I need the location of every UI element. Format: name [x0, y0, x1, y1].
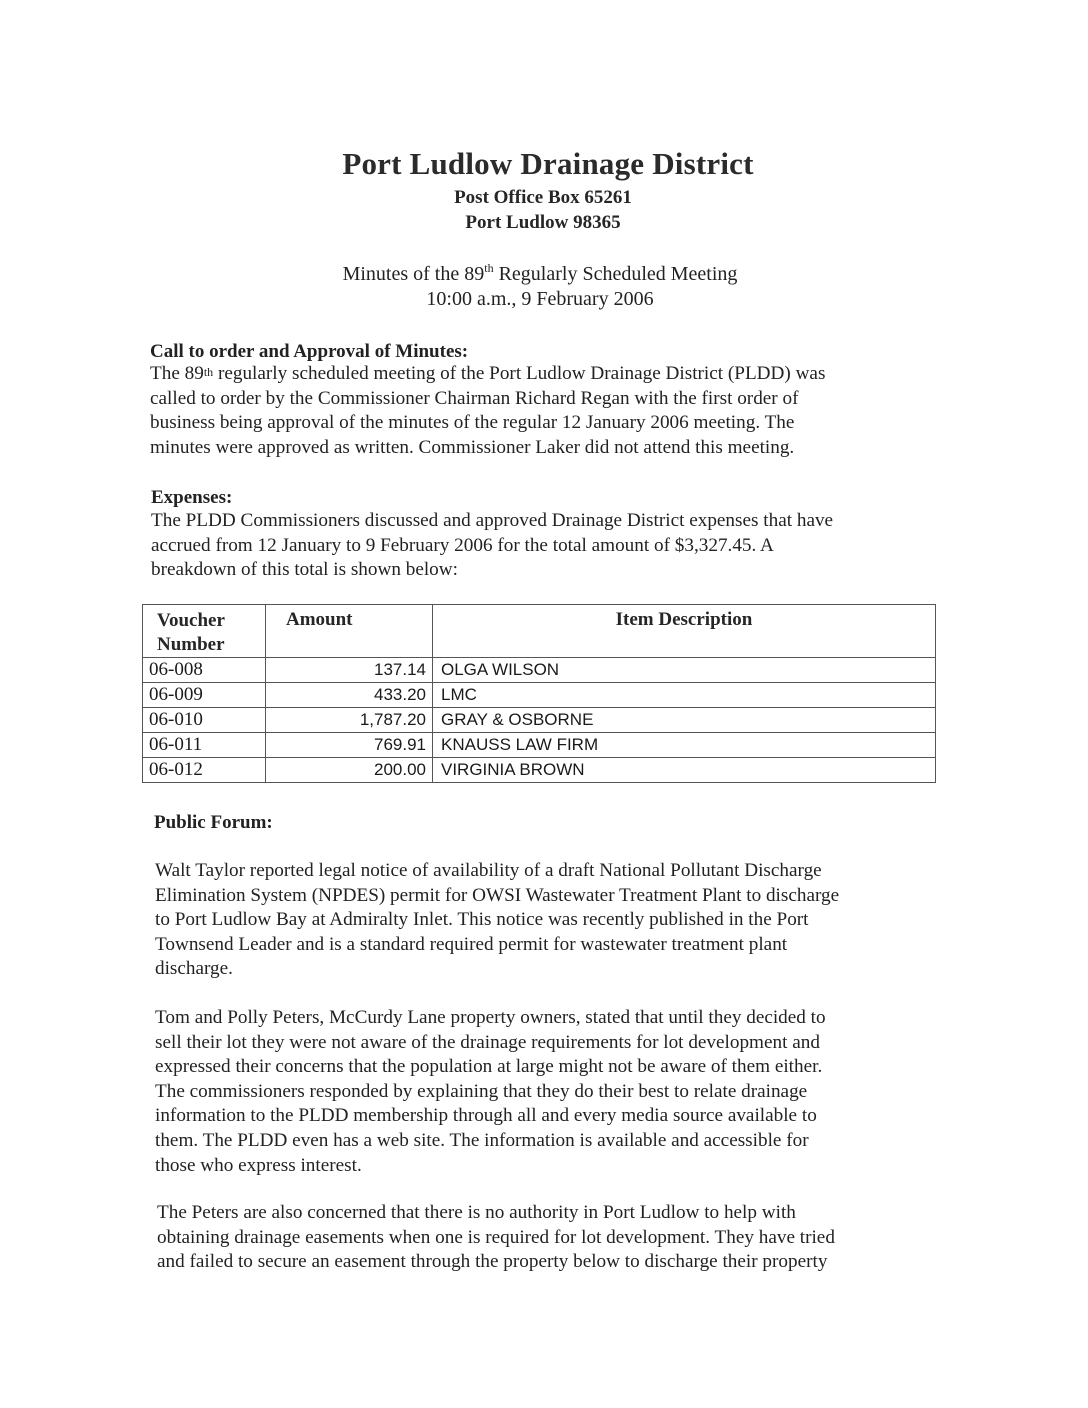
table-row [143, 658, 936, 683]
item-description: GRAY & OSBORNE [433, 708, 936, 733]
public-forum-paragraph-2 [155, 1006, 826, 1178]
paragraph-line: Tom and Polly Peters, McCurdy Lane property owners, stated that until they decided to [155, 1007, 826, 1028]
table-row [143, 708, 936, 733]
voucher-number: 06-011 [143, 733, 266, 758]
amount: 433.20 [266, 683, 433, 708]
paragraph-line: The 89th regularly scheduled meeting of the Port Ludlow Drainage District (PLDD) was [150, 363, 826, 384]
paragraph-line: to Port Ludlow Bay at Admiralty Inlet. This notice was recently published in the Port [155, 909, 809, 931]
section-heading-expenses: Expenses: [151, 487, 233, 508]
amount: 200.00 [266, 758, 433, 783]
paragraph-line: called to order by the Commissioner Chairman Richard Regan with the first order of [150, 387, 799, 409]
item-description: LMC [433, 683, 936, 708]
paragraph-line: Walt Taylor reported legal notice of availability of a draft National Pollutant Discharge [155, 860, 822, 881]
paragraph-line: and failed to secure an easement through the property below to discharge their property [157, 1251, 828, 1273]
paragraph-line: discharge. [155, 958, 233, 980]
amount: 1,787.20 [266, 708, 433, 733]
voucher-number: 06-010 [143, 708, 266, 733]
expenses-table [142, 604, 936, 783]
table-row [143, 683, 936, 708]
paragraph-line: minutes were approved as written. Commissioner Laker did not attend this meeting. [150, 436, 795, 458]
expenses-paragraph [151, 509, 833, 583]
paragraph-line: Townsend Leader and is a standard required permit for wastewater treatment plant [155, 933, 788, 955]
item-description: VIRGINIA BROWN [433, 758, 936, 783]
meeting-datetime: 10:00 a.m., 9 February 2006 [426, 288, 654, 310]
table-header-row [143, 605, 936, 658]
amount: 769.91 [266, 733, 433, 758]
address-po-box: Post Office Box 65261 [454, 187, 632, 208]
item-description: KNAUSS LAW FIRM [433, 733, 936, 758]
paragraph-line: Elimination System (NPDES) permit for OWSI Wastewater Treatment Plant to discharge [155, 884, 840, 906]
paragraph-line: The commissioners responded by explaining that they do their best to relate drainage [155, 1080, 808, 1102]
table-row [143, 758, 936, 783]
voucher-number: 06-009 [143, 683, 266, 708]
section-heading-public-forum: Public Forum: [154, 812, 273, 833]
table-row [143, 733, 936, 758]
paragraph-line: The PLDD Commissioners discussed and approved Drainage District expenses that have [151, 510, 834, 531]
call-to-order-paragraph [150, 362, 825, 460]
paragraph-line: business being approval of the minutes of the regular 12 January 2006 meeting. The [150, 412, 795, 434]
paragraph-line: breakdown of this total is shown below: [151, 559, 458, 581]
document-title: Port Ludlow Drainage District [342, 146, 754, 181]
paragraph-line: them. The PLDD even has a web site. The information is available and accessible for [155, 1129, 809, 1151]
amount: 137.14 [266, 658, 433, 683]
item-description: OLGA WILSON [433, 658, 936, 683]
paragraph-line: expressed their concerns that the population at large might not be aware of them either. [155, 1056, 823, 1078]
public-forum-paragraph-1 [155, 859, 839, 982]
address-city-zip: Port Ludlow 98365 [465, 212, 621, 233]
section-heading-call-to-order: Call to order and Approval of Minutes: [150, 341, 469, 362]
paragraph-line: The Peters are also concerned that there is no authority in Port Ludlow to help with [157, 1202, 796, 1223]
paragraph-line: information to the PLDD membership through all and every media source available to [155, 1105, 817, 1127]
column-header-voucher-number: Voucher Number [143, 605, 266, 658]
meeting-title: Minutes of the 89th Regularly Scheduled Meeting [342, 261, 738, 285]
paragraph-line: obtaining drainage easements when one is required for lot development. They have tried [157, 1226, 835, 1248]
paragraph-line: sell their lot they were not aware of the drainage requirements for lot development and [155, 1031, 820, 1053]
voucher-number: 06-008 [143, 658, 266, 683]
paragraph-line: those who express interest. [155, 1154, 362, 1176]
voucher-number: 06-012 [143, 758, 266, 783]
column-header-item-description: Item Description [433, 605, 936, 658]
paragraph-line: accrued from 12 January to 9 February 2006 for the total amount of $3,327.45. A [151, 534, 774, 556]
public-forum-paragraph-3 [157, 1201, 835, 1275]
column-header-amount: Amount [266, 605, 433, 658]
